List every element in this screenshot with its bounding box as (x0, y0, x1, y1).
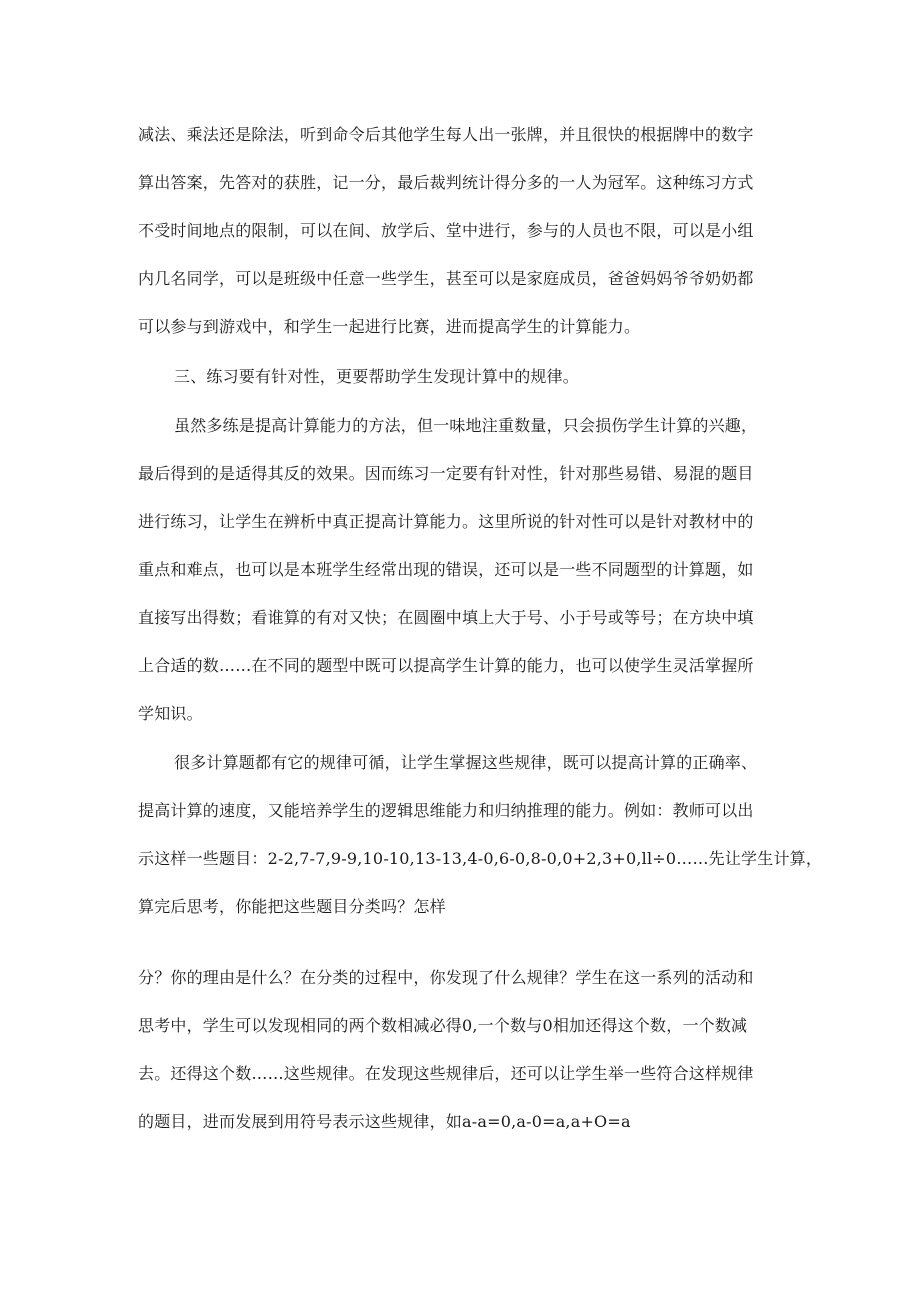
text-line-19: 思考中，学生可以发现相同的两个数相减必得0,一个数与0相加还得这个数，一个数减 (138, 1016, 748, 1035)
text-line-4: 内几名同学，可以是班级中任意一些学生，甚至可以是家庭成员，爸爸妈妈爷爷奶奶都 (138, 269, 754, 288)
text-line-11: 直接写出得数；看谁算的有对又快；在圆圈中填上大于号、小于号或等号；在方块中填 (138, 608, 754, 627)
text-line-18: 分？你的理由是什么？在分类的过程中，你发现了什么规律？学生在这一系列的活动和 (138, 968, 754, 987)
text-line-9: 进行练习，让学生在辨析中真正提高计算能力。这里所说的针对性可以是针对教材中的 (138, 512, 754, 531)
text-line-12: 上合适的数……在不同的题型中既可以提高学生计算的能力，也可以使学生灵活掌握所 (138, 656, 754, 675)
section-heading-3: 三、练习要有针对性，更要帮助学生发现计算中的规律。 (174, 367, 580, 386)
text-line-20: 去。还得这个数……这些规律。在发现这些规律后，还可以让学生举一些符合这样规律 (138, 1064, 754, 1083)
text-line-1: 减法、乘法还是除法，听到命令后其他学生每人出一张牌，并且很快的根据牌中的数字 (138, 125, 754, 144)
text-line-8: 最后得到的是适得其反的效果。因而练习一定要有针对性，针对那些易错、易混的题目 (138, 464, 754, 483)
text-line-10: 重点和难点，也可以是本班学生经常出现的错误，还可以是一些不同题型的计算题，如 (138, 560, 754, 579)
text-line-21: 的题目，进而发展到用符号表示这些规律，如a-a=0,a-0=a,a+O=a (138, 1112, 631, 1131)
text-line-14: 很多计算题都有它的规律可循，让学生掌握这些规律，既可以提高计算的正确率、 (174, 753, 758, 772)
text-line-3: 不受时间地点的限制，可以在间、放学后、堂中进行，参与的人员也不限，可以是小组 (138, 221, 754, 240)
text-line-15: 提高计算的速度，又能培养学生的逻辑思维能力和归纳推理的能力。例如：教师可以出 (138, 801, 754, 820)
text-line-7: 虽然多练是提高计算能力的方法，但一味地注重数量，只会损伤学生计算的兴趣， (174, 416, 758, 435)
text-line-5: 可以参与到游戏中，和学生一起进行比赛，进而提高学生的计算能力。 (138, 317, 641, 336)
text-line-2: 算出答案，先答对的获胜，记一分，最后裁判统计得分多的一人为冠军。这种练习方式 (138, 173, 754, 192)
text-line-13: 学知识。 (138, 704, 203, 723)
text-line-17: 算完后思考，你能把这些题目分类吗？怎样 (138, 897, 446, 916)
text-line-16: 示这样一些题目：2-2,7-7,9-9,10-10,13-13,4-0,6-0,8-0,0+2,3+0,ll÷0……先让学生计算， (138, 849, 823, 868)
